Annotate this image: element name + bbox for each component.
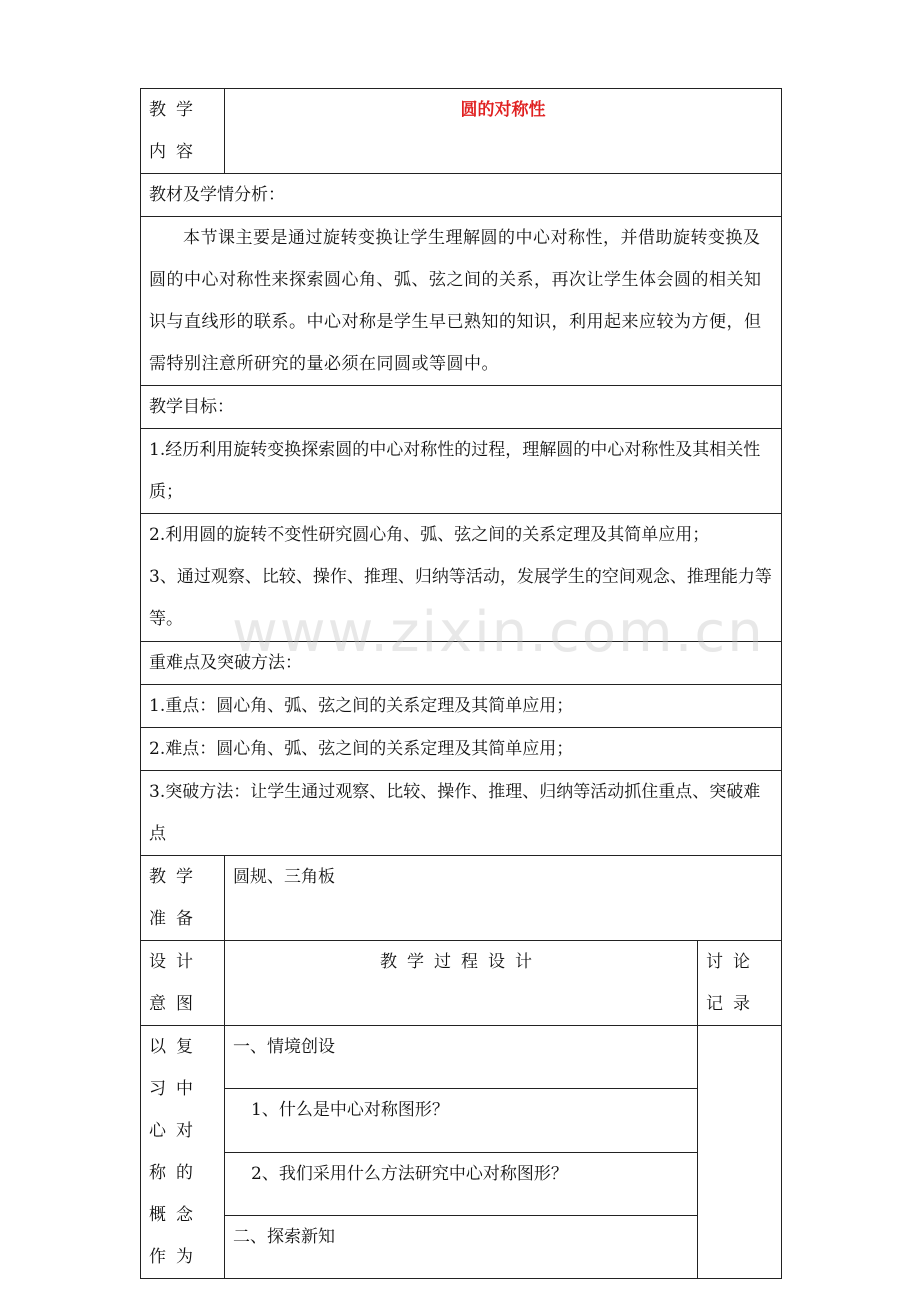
- row-keypoint-2: [141, 728, 782, 771]
- row-content: [141, 89, 782, 174]
- row-step-1-q2: [141, 1152, 782, 1215]
- lesson-title: 圆的对称性: [225, 89, 782, 174]
- goals-heading: 教学目标：: [141, 386, 782, 429]
- row-step-1-q1: [141, 1089, 782, 1152]
- process-label: 教学过程设计: [225, 941, 698, 1026]
- row-step-1: [141, 1026, 782, 1089]
- row-goals-heading: [141, 386, 782, 429]
- step-1-question-1: 1、什么是中心对称图形？: [225, 1089, 698, 1152]
- row-analysis-text: [141, 217, 782, 386]
- row-goal-1: [141, 429, 782, 514]
- row-goal-2-3: [141, 514, 782, 642]
- keypoint-2: 2.难点：圆心角、弧、弦之间的关系定理及其简单应用；: [141, 728, 782, 771]
- step-1: 一、情境创设: [225, 1026, 698, 1089]
- prep-value: 圆规、三角板: [225, 856, 782, 941]
- goal-1: 1.经历利用旋转变换探索圆的中心对称性的过程，理解圆的中心对称性及其相关性质；: [141, 429, 782, 514]
- row-analysis-heading: [141, 174, 782, 217]
- goal-2: 2.利用圆的旋转不变性研究圆心角、弧、弦之间的关系定理及其简单应用；: [149, 525, 710, 545]
- step-1-question-2: 2、我们采用什么方法研究中心对称图形？: [225, 1152, 698, 1215]
- discussion-label: 讨论记录: [698, 941, 782, 1026]
- prep-label: 教学准备: [141, 856, 225, 941]
- analysis-heading: 教材及学情分析：: [141, 174, 782, 217]
- row-keypoint-3: [141, 771, 782, 856]
- step-2: 二、探索新知: [225, 1215, 698, 1278]
- row-keypoints-heading: [141, 642, 782, 685]
- row-preparation: [141, 856, 782, 941]
- lesson-plan-table: [140, 88, 782, 1279]
- row-keypoint-1: [141, 685, 782, 728]
- keypoint-1: 1.重点：圆心角、弧、弦之间的关系定理及其简单应用；: [141, 685, 782, 728]
- intent-label: 设计意图: [141, 941, 225, 1026]
- goal-3: 3、通过观察、比较、操作、推理、归纳等活动，发展学生的空间观念、推理能力等等。: [149, 567, 772, 629]
- watermark: www.zixin.com.cn: [232, 600, 765, 665]
- row-process-header: [141, 941, 782, 1026]
- analysis-text: 本节课主要是通过旋转变换让学生理解圆的中心对称性，并借助旋转变换及圆的中心对称性来探索圆心角、弧、弦之间的关系，再次让学生体会圆的相关知识与直线形的联系。中心对称是学生早已熟知的知识，利用起来应较为方便，但需特别注意所研究的量必须在同圆或等圆中。: [141, 217, 782, 386]
- row-step-2: [141, 1215, 782, 1278]
- content-label: 教学内容: [141, 89, 225, 174]
- keypoints-heading: 重难点及突破方法：: [141, 642, 782, 685]
- keypoint-3: 3.突破方法：让学生通过观察、比较、操作、推理、归纳等活动抓住重点、突破难点: [141, 771, 782, 856]
- intent-text: 以复习中心对称的概念作为: [141, 1026, 225, 1279]
- discussion-cell: [698, 1026, 782, 1279]
